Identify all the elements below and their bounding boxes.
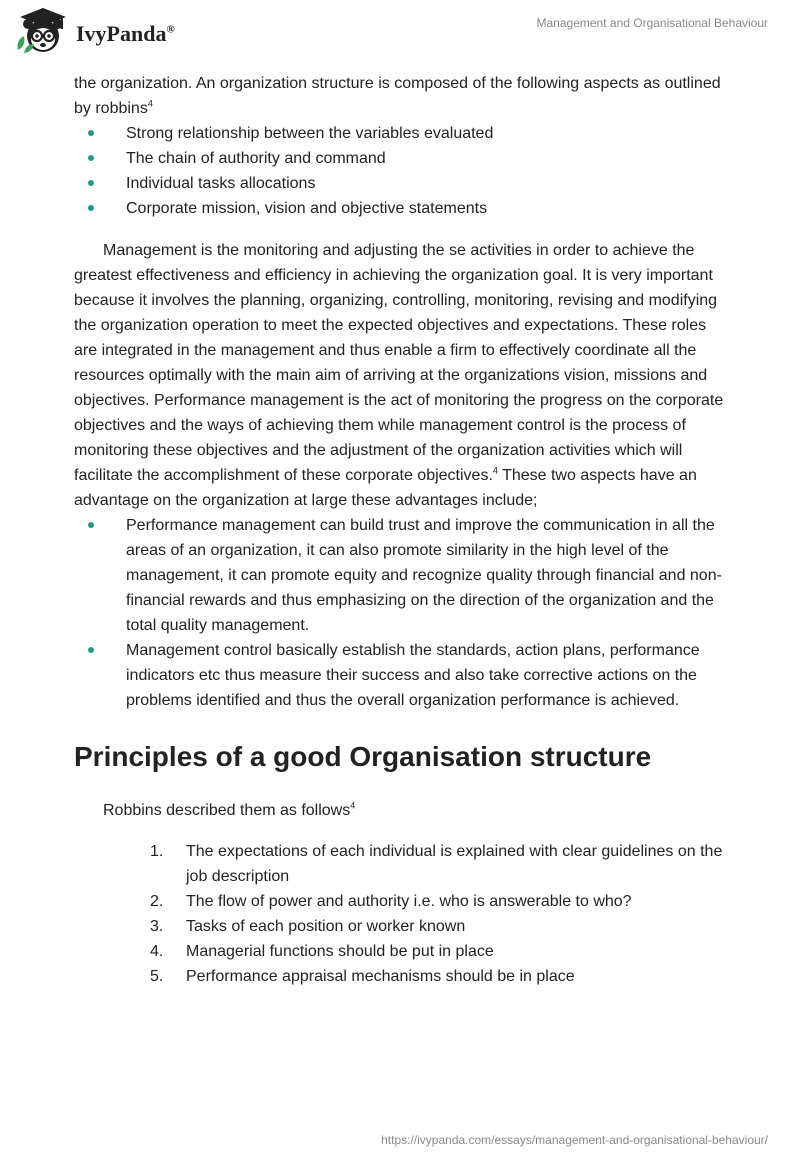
registered-mark: ® <box>166 23 175 36</box>
list-number: 5. <box>150 968 164 985</box>
management-paragraph: Management is the monitoring and adjusting the se activities in order to achieve the greatest effectiveness and efficiency in achieving the organization goal. It is very important because it involves the planning, organizing, controlling, monitoring, revising and modifying the organization operation to meet the expected objectives and expectations. These roles are integrated in the management and thus enable a firm to effectively coordinate all the resources optimally with the main aim of arriving at the organizations vision, missions and objectives. Performance management is the act of monitoring the progress on the corporate objectives and the ways of achieving them while management control is the process of monitoring these objectives and the adjustment of the organization activities which will facilitate the accomplishment of these corporate objectives.$^4$ These two aspects have an advantage on the organization at large these advantages include; <box>74 242 724 509</box>
page-header <box>0 0 800 70</box>
bullet-icon <box>88 647 94 653</box>
list-item: 4. Managerial functions should be put in place <box>74 939 726 964</box>
list-number: 2. <box>150 893 164 910</box>
bullet-icon <box>88 155 94 161</box>
ivypanda-logo[interactable] <box>14 6 175 56</box>
list-number: 3. <box>150 918 164 935</box>
bullet-icon <box>88 522 94 528</box>
section-lead: Robbins described them as follows$^4$ <box>103 800 356 819</box>
list-item: Performance management can build trust and improve the communication in all the areas of an organization, it can also promote similarity in the high level of the management, it can promote equity and recognize quality through financial and non-financial rewards and thus emphasizing on the direction of the organization and the total quality management. <box>74 513 726 638</box>
list-number: 1. <box>150 843 164 860</box>
footnote-ref[interactable]: 4 <box>147 98 153 109</box>
intro-paragraph: the organization. An organization structure is composed of the following aspects as outlined by robbins$^4$ <box>74 75 721 117</box>
bullet-icon <box>88 205 94 211</box>
list-item: 5. Performance appraisal mechanisms should be in place <box>74 964 726 989</box>
footnote-ref[interactable]: 4 <box>350 800 356 811</box>
panda-graduate-icon <box>14 6 72 56</box>
list-item: 2. The flow of power and authority i.e. who is answerable to who? <box>74 889 726 914</box>
list-item: The chain of authority and command <box>74 146 726 171</box>
section-heading: Principles of a good Organisation structure <box>74 741 652 772</box>
list-number: 4. <box>150 943 164 960</box>
bullet-icon <box>88 180 94 186</box>
essay-content <box>74 71 726 989</box>
list-item: 1. The expectations of each individual is explained with clear guidelines on the job description <box>74 839 726 889</box>
source-url-link[interactable]: https://ivypanda.com/essays/management-and-organisational-behaviour/ <box>381 1133 768 1147</box>
list-item: 3. Tasks of each position or worker known <box>74 914 726 939</box>
document-title: Management and Organisational Behaviour <box>536 16 768 30</box>
advantages-list <box>74 513 726 713</box>
brand-name: IvyPanda® <box>76 21 175 46</box>
structure-aspects-list <box>74 121 726 221</box>
bullet-icon <box>88 130 94 136</box>
principles-list <box>74 839 726 989</box>
list-item: Corporate mission, vision and objective statements <box>74 196 726 221</box>
list-item: Strong relationship between the variables evaluated <box>74 121 726 146</box>
list-item: Management control basically establish the standards, action plans, performance indicators etc thus measure their success and also take corrective actions on the problems identified and thus the overall organization performance is achieved. <box>74 638 726 713</box>
list-item: Individual tasks allocations <box>74 171 726 196</box>
footnote-ref[interactable]: 4 <box>492 465 498 476</box>
